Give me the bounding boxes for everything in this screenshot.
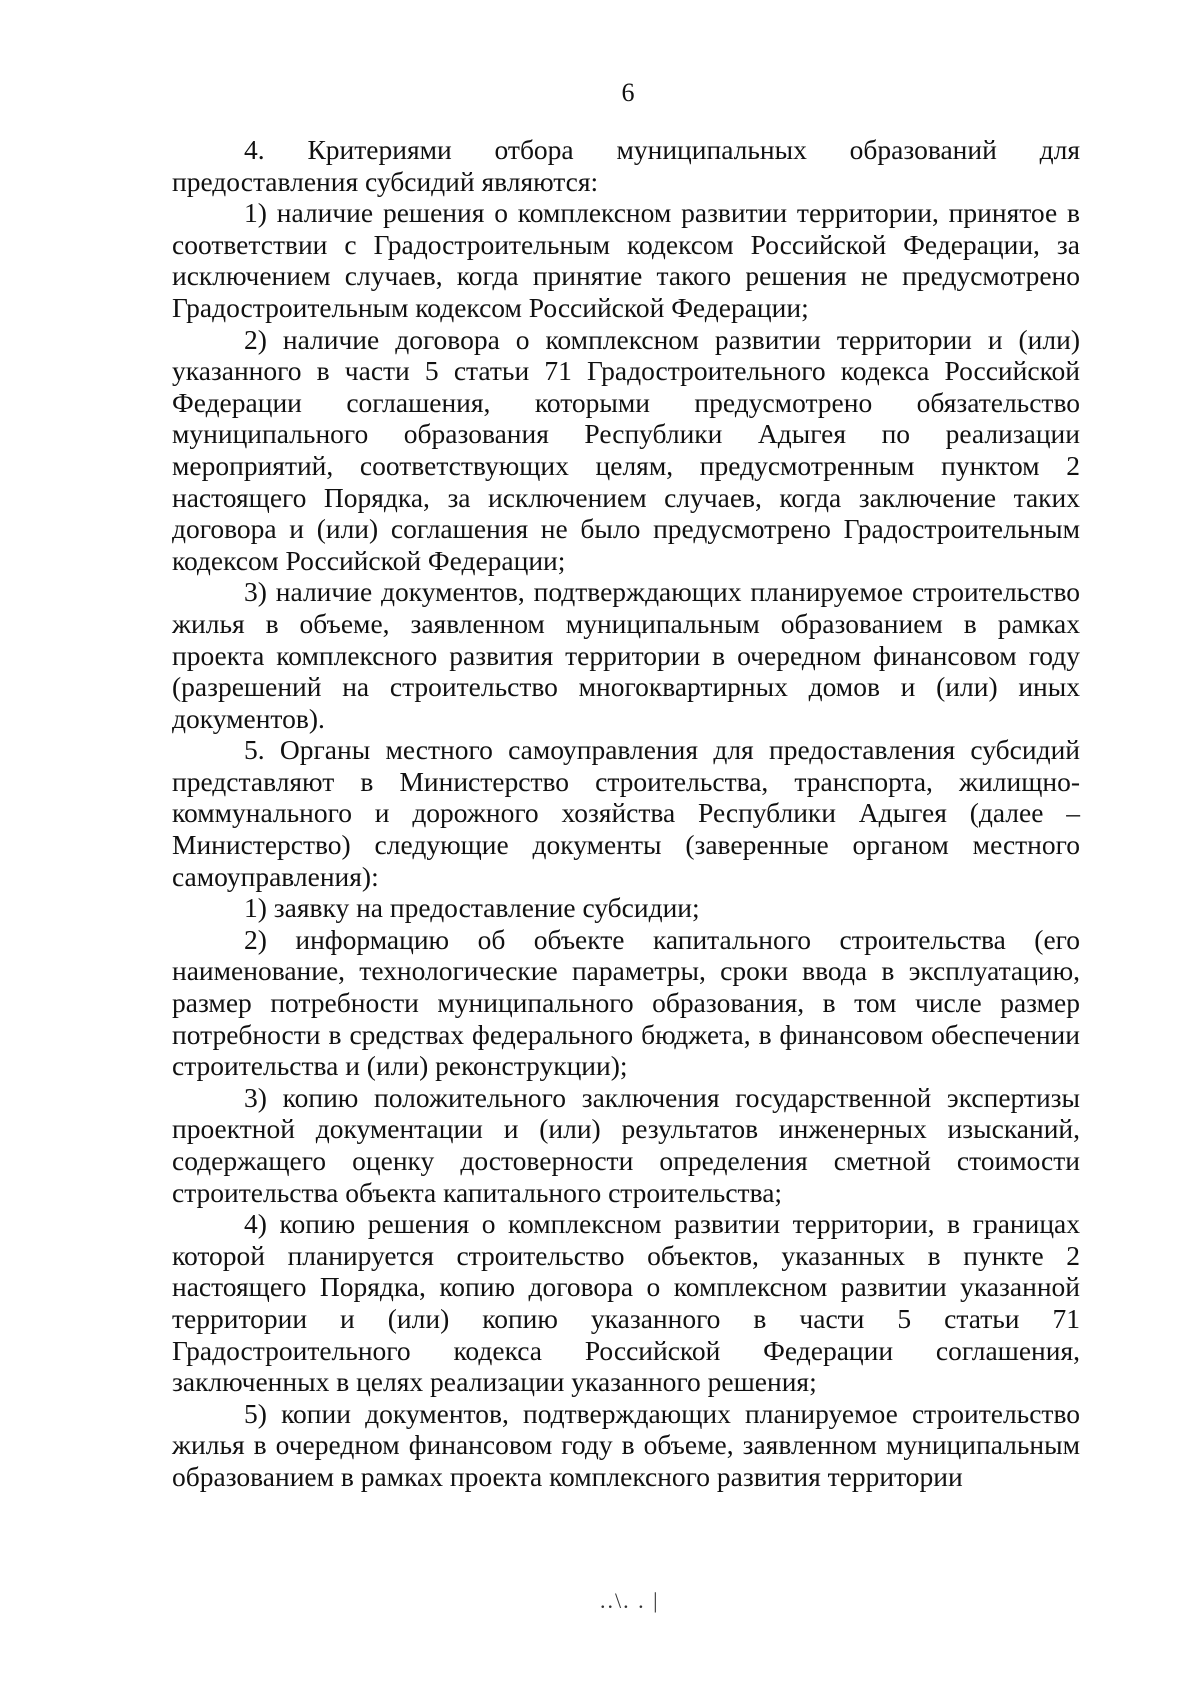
scan-trailing-marks: ..\. . | — [600, 1588, 660, 1613]
paragraph-documents-intro: 5. Органы местного самоуправления для предоставления субсидий представляют в Министерство строительства, транспорта, жилищно-коммунального и дорожного хозяйства Республики Адыгея (далее – Министерство) следующие документы (заверенные органом местного самоуправления): — [172, 734, 1080, 892]
paragraph-document-2: 2) информацию об объекте капитального строительства (его наименование, технологические параметры, сроки ввода в эксплуатацию, размер потребности муниципального образования, в том числе размер потребности в средствах федерального бюджета, в финансовом обеспечении строительства и (или) реконструкции); — [172, 923, 1080, 1082]
paragraph-document-3: 3) копию положительного заключения государственной экспертизы проектной документации и (или) результатов инженерных изысканий, содержащего оценку достоверности определения сметной стоимости строительства объекта капитального строительства; — [172, 1081, 1080, 1208]
paragraph-criteria-3: 3) наличие документов, подтверждающих планируемое строительство жилья в объеме, заявленном муниципальным образованием в рамках проекта комплексного развития территории в очередном финансовом году (разрешений на строительство многоквартирных домов и (или) иных документов). — [172, 576, 1080, 734]
paragraph-criteria-intro: 4. Критериями отбора муниципальных образований для предоставления субсидий являются: — [172, 134, 1080, 197]
paragraph-document-1: 1) заявку на предоставление субсидии; — [244, 892, 700, 924]
page-number: 6 — [621, 78, 635, 107]
paragraph-document-5: 5) копии документов, подтверждающих планируемое строительство жилья в очередном финансовом году в объеме, заявленном муниципальным образованием в рамках проекта комплексного развития территории — [172, 1397, 1080, 1492]
paragraph-criteria-2: 2) наличие договора о комплексном развитии территории и (или) указанного в части 5 статьи 71 Градостроительного кодекса Российской Федерации соглашения, которыми предусмотрено обязательство муниципального образования Республики Адыгея по реализации мероприятий, соответствующих целям, предусмотренным пунктом 2 настоящего Порядка, за исключением случаев, когда заключение таких договора и (или) соглашения не было предусмотрено Градостроительным кодексом Российской Федерации; — [172, 323, 1080, 576]
paragraph-document-4: 4) копию решения о комплексном развитии территории, в границах которой планируется строительство объектов, указанных в пункте 2 настоящего Порядка, копию договора о комплексном развитии указанной территории и (или) копию указанного в части 5 статьи 71 Градостроительного кодекса Российской Федерации соглашения, заключенных в целях реализации указанного решения; — [172, 1208, 1080, 1398]
document-body — [172, 134, 1080, 1493]
paragraph-criteria-1: 1) наличие решения о комплексном развитии территории, принятое в соответствии с Градостроительным кодексом Российской Федерации, за исключением случаев, когда принятие такого решения не предусмотрено Градостроительным кодексом Российской Федерации; — [172, 197, 1080, 323]
